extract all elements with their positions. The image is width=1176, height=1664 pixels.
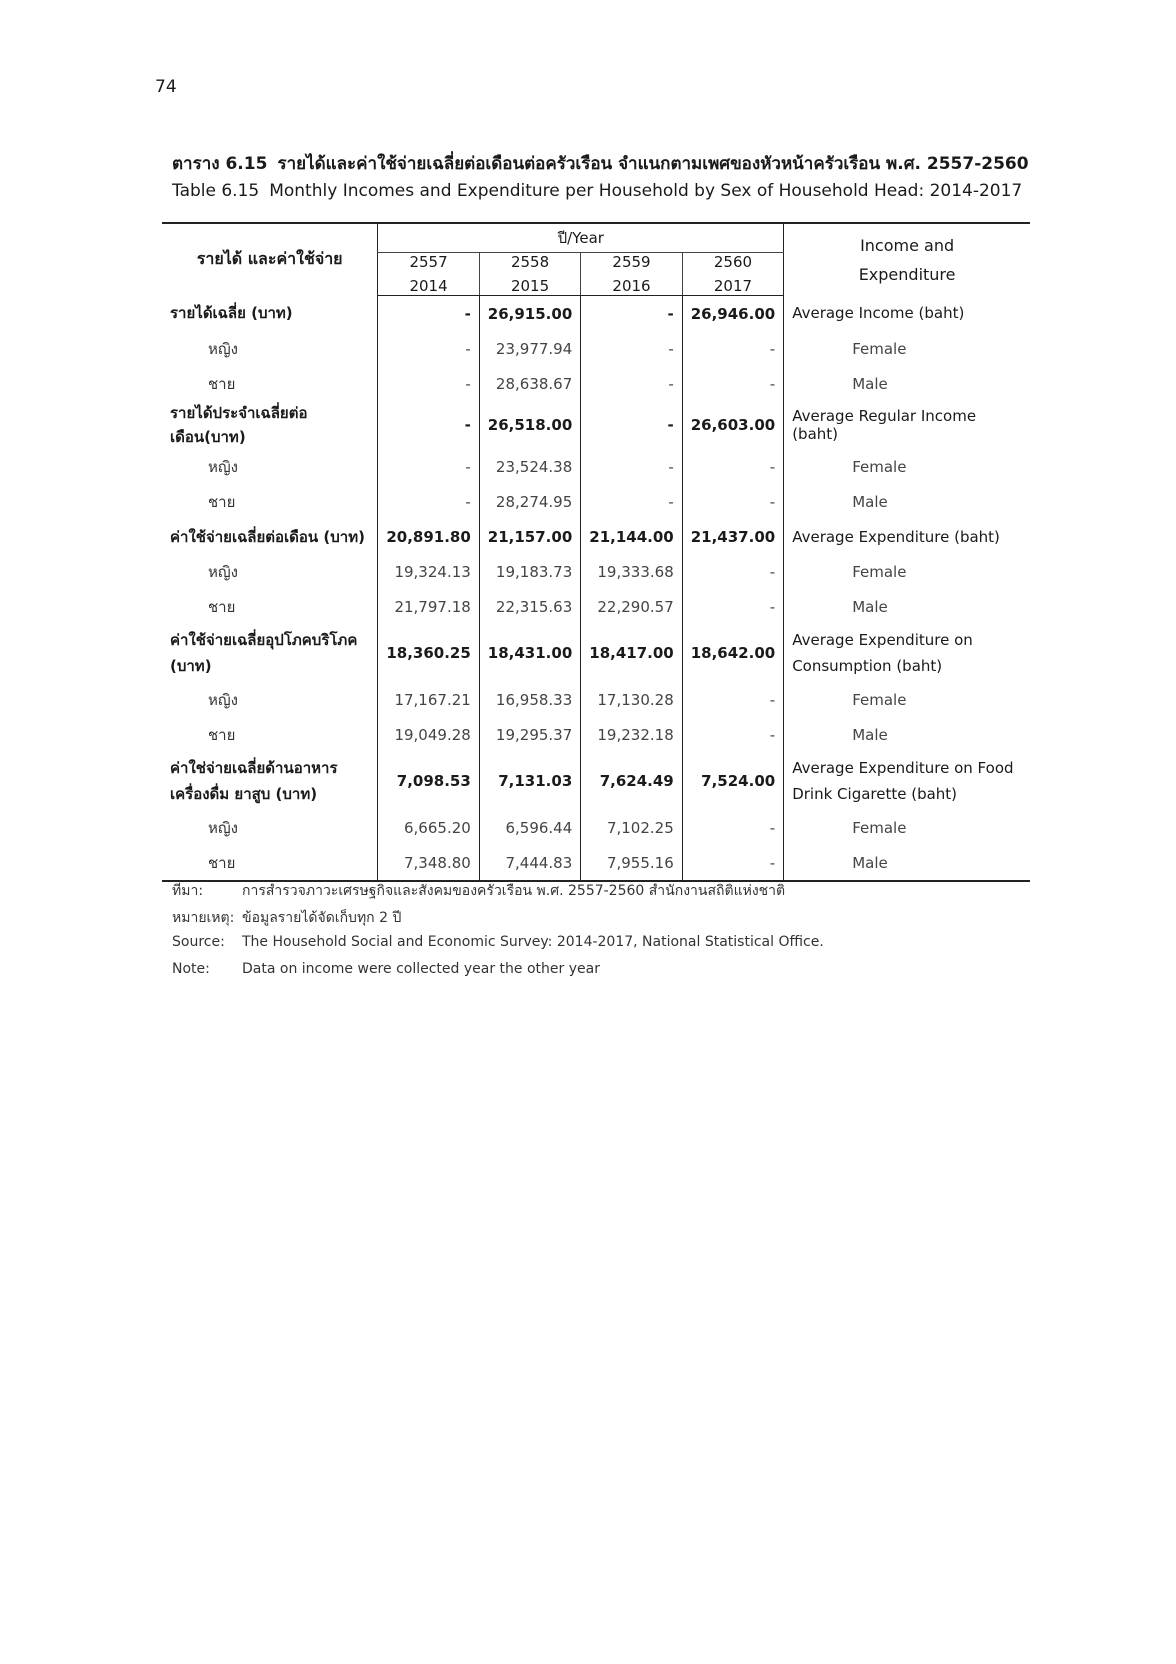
note-text: ข้อมูลรายได้จัดเก็บทุก 2 ปี bbox=[242, 910, 402, 926]
cell-value: 7,955.16 bbox=[581, 845, 682, 881]
cell-value: - bbox=[682, 717, 783, 752]
row-label-english: Male bbox=[784, 366, 1030, 401]
table-row bbox=[162, 624, 1030, 682]
table-row bbox=[162, 401, 1030, 449]
table-row bbox=[162, 845, 1030, 881]
cell-value: 7,098.53 bbox=[378, 752, 479, 810]
row-label-english: Male bbox=[784, 845, 1030, 881]
caption-text-english: Monthly Incomes and Expenditure per Household by Sex of Household Head: 2014-2017 bbox=[269, 181, 1023, 201]
header-label-thai: รายได้ และค่าใช้จ่าย bbox=[162, 223, 378, 296]
cell-value: 18,360.25 bbox=[378, 624, 479, 682]
row-label-thai: ค่าใช้จ่ายเฉลี่ยอุปโภคบริโภค (บาท) bbox=[170, 631, 358, 675]
cell-value: 19,183.73 bbox=[479, 554, 580, 589]
row-label-thai: หญิง bbox=[208, 457, 238, 476]
row-label-thai: ชาย bbox=[208, 725, 236, 744]
row-label-thai: ชาย bbox=[208, 374, 236, 393]
table-row bbox=[162, 717, 1030, 752]
row-label-english: Male bbox=[784, 589, 1030, 624]
header-label-english-line2: Expenditure bbox=[858, 264, 956, 284]
cell-value: - bbox=[682, 845, 783, 881]
table-caption-english bbox=[172, 181, 1022, 201]
row-label-thai: หญิง bbox=[208, 690, 238, 709]
header-year-group: ปี/Year bbox=[378, 223, 784, 253]
note-text: Data on income were collected year the other year bbox=[242, 961, 600, 977]
row-label-english: Male bbox=[784, 717, 1030, 752]
cell-value: 28,274.95 bbox=[479, 484, 580, 519]
table-caption-thai bbox=[172, 150, 1029, 177]
cell-value: - bbox=[378, 296, 479, 332]
row-label-thai: ชาย bbox=[208, 597, 236, 616]
cell-value: - bbox=[682, 810, 783, 845]
cell-value: 6,596.44 bbox=[479, 810, 580, 845]
cell-value: 22,315.63 bbox=[479, 589, 580, 624]
cell-value: 19,324.13 bbox=[378, 554, 479, 589]
cell-value: 23,524.38 bbox=[479, 449, 580, 484]
cell-value: 18,417.00 bbox=[581, 624, 682, 682]
cell-value: 22,290.57 bbox=[581, 589, 682, 624]
cell-value: 7,624.49 bbox=[581, 752, 682, 810]
cell-value: 7,524.00 bbox=[682, 752, 783, 810]
cell-value: - bbox=[378, 331, 479, 366]
note-key: หมายเหตุ: bbox=[172, 910, 235, 926]
table-row bbox=[162, 519, 1030, 554]
cell-value: - bbox=[378, 484, 479, 519]
cell-value: 18,642.00 bbox=[682, 624, 783, 682]
table-row bbox=[162, 484, 1030, 519]
cell-value: - bbox=[682, 449, 783, 484]
row-label-english: Male bbox=[784, 484, 1030, 519]
note-text: การสำรวจภาวะเศรษฐกิจและสังคมของครัวเรือน พ.ศ. 2557-2560 สำนักงานสถิติแห่งชาติ bbox=[242, 883, 786, 899]
row-label-english: Average Expenditure on Consumption (baht) bbox=[784, 624, 1030, 682]
cell-value: - bbox=[682, 682, 783, 717]
cell-value: 16,958.33 bbox=[479, 682, 580, 717]
cell-value: - bbox=[581, 366, 682, 401]
caption-number-english: Table 6.15 bbox=[172, 181, 260, 201]
cell-value: - bbox=[682, 331, 783, 366]
row-label-english: Female bbox=[784, 810, 1030, 845]
table-row bbox=[162, 449, 1030, 484]
note-key: Note: bbox=[172, 961, 210, 977]
row-label-thai: รายได้เฉลี่ย (บาท) bbox=[170, 304, 293, 323]
row-label-thai: หญิง bbox=[208, 818, 238, 837]
cell-value: 6,665.20 bbox=[378, 810, 479, 845]
cell-value: - bbox=[581, 449, 682, 484]
table-row bbox=[162, 682, 1030, 717]
cell-value: 26,603.00 bbox=[682, 401, 783, 449]
cell-value: 19,049.28 bbox=[378, 717, 479, 752]
note-key: Source: bbox=[172, 934, 225, 950]
cell-value: - bbox=[378, 366, 479, 401]
cell-value: 17,130.28 bbox=[581, 682, 682, 717]
cell-value: 17,167.21 bbox=[378, 682, 479, 717]
cell-value: 28,638.67 bbox=[479, 366, 580, 401]
row-label-english: Female bbox=[784, 554, 1030, 589]
header-year: 2559 2016 bbox=[581, 253, 682, 296]
note-line bbox=[172, 934, 824, 961]
cell-value: 20,891.80 bbox=[378, 519, 479, 554]
row-label-thai: ค่าใช้จ่ายเฉลี่ยต่อเดือน (บาท) bbox=[170, 527, 365, 546]
cell-value: 7,102.25 bbox=[581, 810, 682, 845]
cell-value: 7,444.83 bbox=[479, 845, 580, 881]
header-year: 2558 2015 bbox=[479, 253, 580, 296]
cell-value: 19,232.18 bbox=[581, 717, 682, 752]
cell-value: - bbox=[378, 449, 479, 484]
table-notes bbox=[172, 880, 824, 988]
income-expenditure-table bbox=[162, 222, 1030, 882]
row-label-english: Average Income (baht) bbox=[784, 296, 1030, 332]
row-label-english: Female bbox=[784, 682, 1030, 717]
caption-number-thai: ตาราง 6.15 bbox=[172, 154, 268, 174]
cell-value: 19,295.37 bbox=[479, 717, 580, 752]
table-row bbox=[162, 366, 1030, 401]
cell-value: - bbox=[581, 484, 682, 519]
cell-value: 26,518.00 bbox=[479, 401, 580, 449]
cell-value: 26,946.00 bbox=[682, 296, 783, 332]
row-label-thai: ชาย bbox=[162, 845, 378, 881]
row-label-thai: หญิง bbox=[208, 339, 238, 358]
cell-value: 26,915.00 bbox=[479, 296, 580, 332]
header-label-english-line1: Income and bbox=[860, 235, 955, 255]
note-line bbox=[172, 880, 824, 907]
header-label-english bbox=[784, 223, 1030, 296]
row-label-thai: รายได้ประจำเฉลี่ยต่อเดือน(บาท) bbox=[170, 404, 308, 446]
table-row bbox=[162, 589, 1030, 624]
table-row bbox=[162, 554, 1030, 589]
header-year: 2557 2014 bbox=[378, 253, 479, 296]
cell-value: 21,437.00 bbox=[682, 519, 783, 554]
header-year: 2560 2017 bbox=[682, 253, 783, 296]
cell-value: - bbox=[682, 366, 783, 401]
row-label-thai: ค่าใช่จ่ายเฉลี่ยด้านอาหาร เครื่องดื่ม ยาสูบ (บาท) bbox=[170, 759, 338, 803]
table-row bbox=[162, 810, 1030, 845]
cell-value: 7,348.80 bbox=[378, 845, 479, 881]
note-line bbox=[172, 907, 824, 934]
table-row bbox=[162, 752, 1030, 810]
cell-value: - bbox=[581, 331, 682, 366]
note-text: The Household Social and Economic Survey: 2014-2017, National Statistical Office. bbox=[242, 934, 824, 950]
cell-value: 19,333.68 bbox=[581, 554, 682, 589]
cell-value: 18,431.00 bbox=[479, 624, 580, 682]
page-number: 74 bbox=[155, 77, 177, 97]
row-label-thai: ชาย bbox=[208, 492, 236, 511]
cell-value: 21,157.00 bbox=[479, 519, 580, 554]
row-label-english: Average Expenditure (baht) bbox=[784, 519, 1030, 554]
cell-value: - bbox=[581, 401, 682, 449]
caption-text-thai: รายได้และค่าใช้จ่ายเฉลี่ยต่อเดือนต่อครัวเรือน จำแนกตามเพศของหัวหน้าครัวเรือน พ.ศ. 2557-2560 bbox=[277, 154, 1029, 174]
note-line bbox=[172, 961, 824, 988]
cell-value: 21,144.00 bbox=[581, 519, 682, 554]
note-key: ที่มา: bbox=[172, 883, 204, 899]
cell-value: 23,977.94 bbox=[479, 331, 580, 366]
cell-value: - bbox=[378, 401, 479, 449]
table-row bbox=[162, 331, 1030, 366]
cell-value: - bbox=[682, 484, 783, 519]
row-label-english: Average Expenditure on Food Drink Cigarette (baht) bbox=[784, 752, 1030, 810]
row-label-english: Female bbox=[784, 449, 1030, 484]
row-label-english: Average Regular Income (baht) bbox=[784, 401, 1030, 449]
cell-value: 7,131.03 bbox=[479, 752, 580, 810]
row-label-english: Female bbox=[784, 331, 1030, 366]
cell-value: - bbox=[682, 554, 783, 589]
cell-value: - bbox=[581, 296, 682, 332]
cell-value: - bbox=[682, 589, 783, 624]
table-row bbox=[162, 296, 1030, 332]
row-label-thai: หญิง bbox=[208, 562, 238, 581]
cell-value: 21,797.18 bbox=[378, 589, 479, 624]
